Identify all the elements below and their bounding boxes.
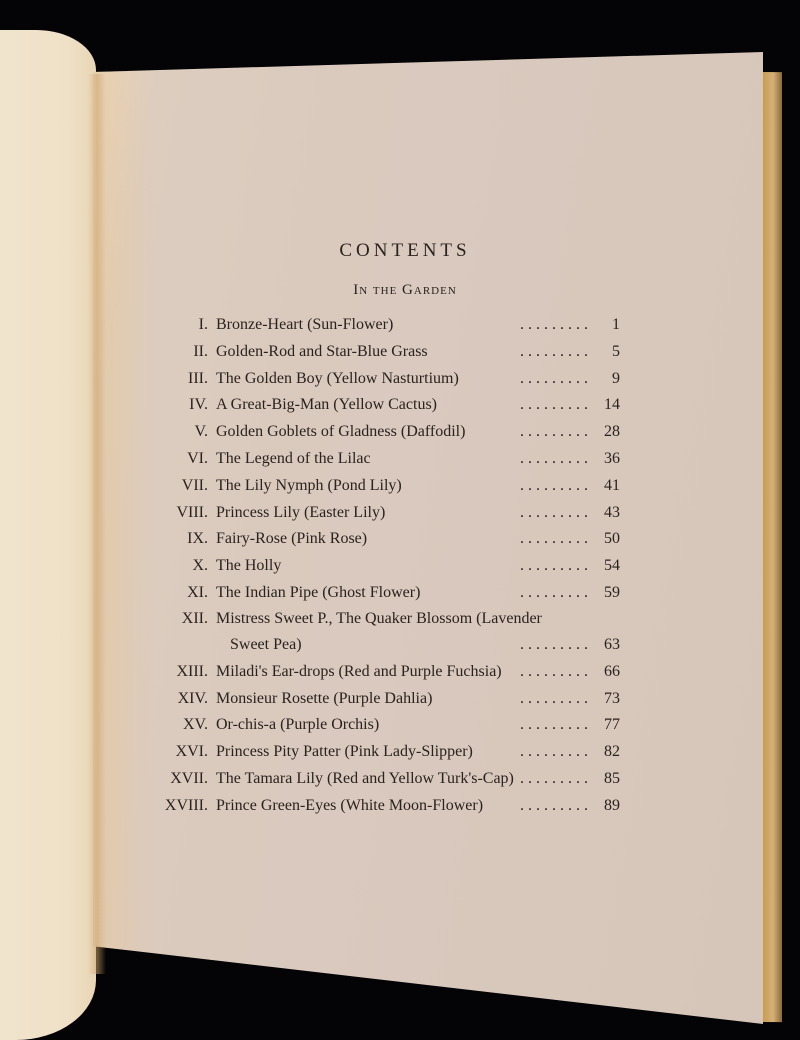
chapter-number: XIII. (176, 662, 208, 680)
page-number: 36 (604, 449, 620, 467)
dot-leader: . . . . . . . . . (520, 396, 588, 414)
chapter-number: XVII. (170, 769, 208, 787)
chapter-title: The Golden Boy (Yellow Nasturtium) (216, 369, 459, 387)
toc-entry (150, 659, 620, 686)
chapter-number: XII. (181, 609, 208, 627)
dot-leader: . . . . . . . . . (520, 530, 588, 548)
dot-leader: . . . . . . . . . (520, 342, 588, 360)
page-number: 66 (604, 662, 620, 680)
page-number: 54 (604, 557, 620, 575)
toc-entry (150, 312, 620, 339)
chapter-number: XI. (187, 583, 208, 601)
toc-entry (150, 686, 620, 713)
dot-leader: . . . . . . . . . (520, 423, 588, 441)
chapter-title: A Great-Big-Man (Yellow Cactus) (216, 396, 438, 414)
page-number: 1 (612, 316, 620, 333)
chapter-number: VI. (187, 449, 208, 467)
chapter-number: III. (188, 369, 208, 387)
page-number: 63 (604, 635, 620, 653)
dot-leader: . . . . . . . . . (520, 316, 588, 333)
chapter-number: V. (194, 423, 208, 441)
dot-leader: . . . . . . . . . (520, 635, 588, 653)
chapter-title-continuation: Sweet Pea) (230, 635, 302, 653)
chapter-number: II. (193, 342, 208, 360)
toc-entry (150, 339, 620, 366)
chapter-title: Fairy-Rose (Pink Rose) (216, 530, 368, 548)
chapter-title: Princess Lily (Easter Lily) (216, 503, 386, 521)
chapter-number: XVI. (175, 743, 208, 761)
toc-entry (150, 766, 620, 793)
toc-entry (150, 473, 620, 500)
chapter-title: Monsieur Rosette (Purple Dahlia) (216, 689, 433, 707)
chapter-title: The Holly (216, 557, 282, 575)
chapter-number: VIII. (176, 503, 208, 521)
toc-entry (150, 446, 620, 473)
chapter-number: I. (198, 316, 208, 333)
page-number: 73 (604, 689, 620, 707)
chapter-title: Prince Green-Eyes (White Moon-Flower) (216, 796, 484, 814)
page-number: 50 (604, 530, 620, 548)
chapter-number: XIV. (177, 689, 208, 707)
toc-entries (150, 312, 620, 820)
chapter-number: XV. (182, 716, 208, 734)
page-gutter-shadow (88, 74, 106, 974)
dot-leader: . . . . . . . . . (520, 369, 588, 387)
page-number: 82 (604, 743, 620, 761)
page-number: 28 (604, 423, 620, 441)
dot-leader: . . . . . . . . . (520, 716, 588, 734)
dot-leader: . . . . . . . . . (520, 449, 588, 467)
page-number: 41 (604, 476, 620, 494)
dot-leader: . . . . . . . . . (520, 689, 588, 707)
dot-leader: . . . . . . . . . (520, 796, 588, 814)
dot-leader: . . . . . . . . . (520, 662, 588, 680)
dot-leader: . . . . . . . . . (520, 557, 588, 575)
section-heading: In the Garden (353, 282, 457, 298)
toc-entry (150, 793, 620, 820)
dot-leader: . . . . . . . . . (520, 583, 588, 601)
toc-entry (150, 526, 620, 553)
toc-entry (150, 500, 620, 527)
toc-entry (150, 739, 620, 766)
page-number: 5 (612, 342, 620, 360)
chapter-title: The Tamara Lily (Red and Yellow Turk's-Cap) (216, 769, 514, 787)
table-of-contents (150, 240, 620, 820)
chapter-number: X. (192, 557, 208, 575)
toc-entry (150, 712, 620, 739)
chapter-title-continuation-line (150, 633, 620, 657)
chapter-title: Golden-Rod and Star-Blue Grass (216, 342, 428, 360)
dot-leader: . . . . . . . . . (520, 476, 588, 494)
toc-entry (150, 607, 620, 659)
chapter-title: The Indian Pipe (Ghost Flower) (216, 583, 421, 601)
page-number: 89 (604, 796, 620, 814)
chapter-number: VII. (181, 476, 208, 494)
page-number: 77 (604, 716, 620, 734)
left-page-curl (0, 30, 96, 1040)
chapter-number: IV. (189, 396, 208, 414)
chapter-title: Mistress Sweet P., The Quaker Blossom (Lavender (216, 609, 542, 627)
toc-entry (150, 392, 620, 419)
chapter-title: Miladi's Ear-drops (Red and Purple Fuchsia) (216, 662, 502, 680)
chapter-number: IX. (187, 530, 208, 548)
dot-leader: . . . . . . . . . (520, 769, 588, 787)
chapter-title: Bronze-Heart (Sun-Flower) (216, 316, 394, 333)
chapter-title: Or-chis-a (Purple Orchis) (216, 716, 380, 734)
chapter-number: XVIII. (164, 796, 208, 814)
page-number: 14 (604, 396, 620, 414)
dot-leader: . . . . . . . . . (520, 743, 588, 761)
dot-leader: . . . . . . . . . (520, 503, 588, 521)
toc-entry (150, 553, 620, 580)
contents-heading: CONTENTS (339, 240, 471, 261)
toc-entry (150, 366, 620, 393)
chapter-title: The Legend of the Lilac (216, 449, 371, 467)
chapter-title: The Lily Nymph (Pond Lily) (216, 476, 402, 494)
chapter-title: Princess Pity Patter (Pink Lady-Slipper) (216, 743, 473, 761)
chapter-title: Golden Goblets of Gladness (Daffodil) (216, 423, 466, 441)
toc-entry (150, 419, 620, 446)
toc-entry (150, 580, 620, 607)
page-number: 43 (604, 503, 620, 521)
page-number: 9 (612, 369, 620, 387)
page-number: 85 (604, 769, 620, 787)
page-number: 59 (604, 583, 620, 601)
